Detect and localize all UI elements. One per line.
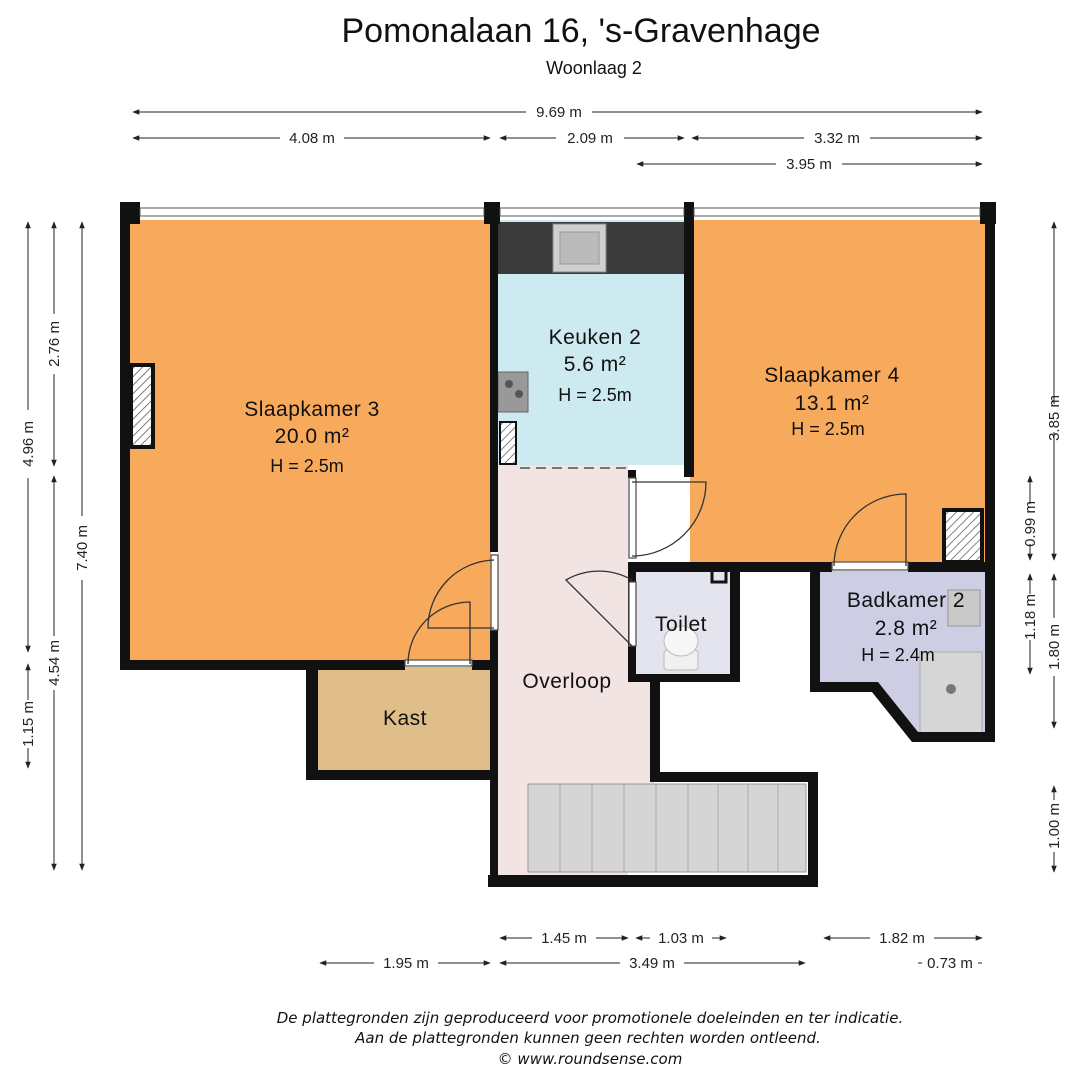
dim-top-b: 2.09 m xyxy=(567,130,613,147)
dim-left-c: 7.40 m xyxy=(74,525,91,571)
dim-bottom-b: 1.03 m xyxy=(658,930,704,947)
slaapkamer-4-area: 13.1 m² xyxy=(794,392,870,415)
slaapkamer-3-name: Slaapkamer 3 xyxy=(244,398,380,421)
shaft-slaapkamer-3 xyxy=(131,365,153,447)
dim-bottom-a: 1.45 m xyxy=(541,930,587,947)
dim-bottom-d: 1.95 m xyxy=(383,955,429,972)
dim-left-b: 2.76 m xyxy=(46,321,63,367)
keuken-2-area: 5.6 m² xyxy=(563,353,627,376)
slaapkamer-4-height: H = 2.5m xyxy=(791,419,865,439)
kast-name: Kast xyxy=(382,707,428,730)
slaapkamer-3-height: H = 2.5m xyxy=(270,456,344,476)
disclaimer-line-2: Aan de plattegronden kunnen geen rechten worden ontleend. xyxy=(355,1029,821,1047)
keuken-2-height: H = 2.5m xyxy=(558,385,632,405)
overloop-name: Overloop xyxy=(522,670,612,693)
dim-bottom-c: 1.82 m xyxy=(879,930,925,947)
kitchen-duct xyxy=(500,422,516,464)
dim-left-d: 4.54 m xyxy=(46,640,63,686)
slaapkamer-4-name: Slaapkamer 4 xyxy=(764,364,900,387)
dim-top-c: 3.32 m xyxy=(814,130,860,147)
shaft-slaapkamer-4 xyxy=(944,510,982,562)
dim-left-e: 1.15 m xyxy=(20,701,37,747)
badkamer-2-name: Badkamer 2 xyxy=(846,589,966,612)
page-subtitle: Woonlaag 2 xyxy=(546,58,642,78)
badkamer-2-area: 2.8 m² xyxy=(874,617,938,640)
toilet-name: Toilet xyxy=(654,613,708,636)
dim-top-total: 9.69 m xyxy=(536,104,582,121)
disclaimer-line-1: De plattegronden zijn geproduceerd voor promotionele doeleinden en ter indicatie. xyxy=(276,1009,904,1027)
dim-bottom-f: 0.73 m xyxy=(927,955,973,972)
dim-right-d: 1.80 m xyxy=(1046,624,1063,670)
windows xyxy=(140,208,980,216)
slaapkamer-3-area: 20.0 m² xyxy=(274,425,350,448)
disclaimer-line-3: © www.roundsense.com xyxy=(497,1050,683,1068)
dim-right-a: 3.85 m xyxy=(1046,395,1063,441)
badkamer-2-height: H = 2.4m xyxy=(861,645,935,665)
dim-top-a: 4.08 m xyxy=(289,130,335,147)
keuken-2-name: Keuken 2 xyxy=(548,326,642,349)
dim-left-a: 4.96 m xyxy=(20,421,37,467)
staircase xyxy=(528,784,806,872)
dim-bottom-e: 3.49 m xyxy=(629,955,675,972)
dim-right-b: 0.99 m xyxy=(1022,501,1039,547)
dim-right-e: 1.00 m xyxy=(1046,803,1063,849)
page-title: Pomonalaan 16, 's-Gravenhage xyxy=(341,12,821,50)
dim-top-d: 3.95 m xyxy=(786,156,832,173)
kitchen-stove xyxy=(498,372,528,412)
dim-right-c: 1.18 m xyxy=(1022,594,1039,640)
